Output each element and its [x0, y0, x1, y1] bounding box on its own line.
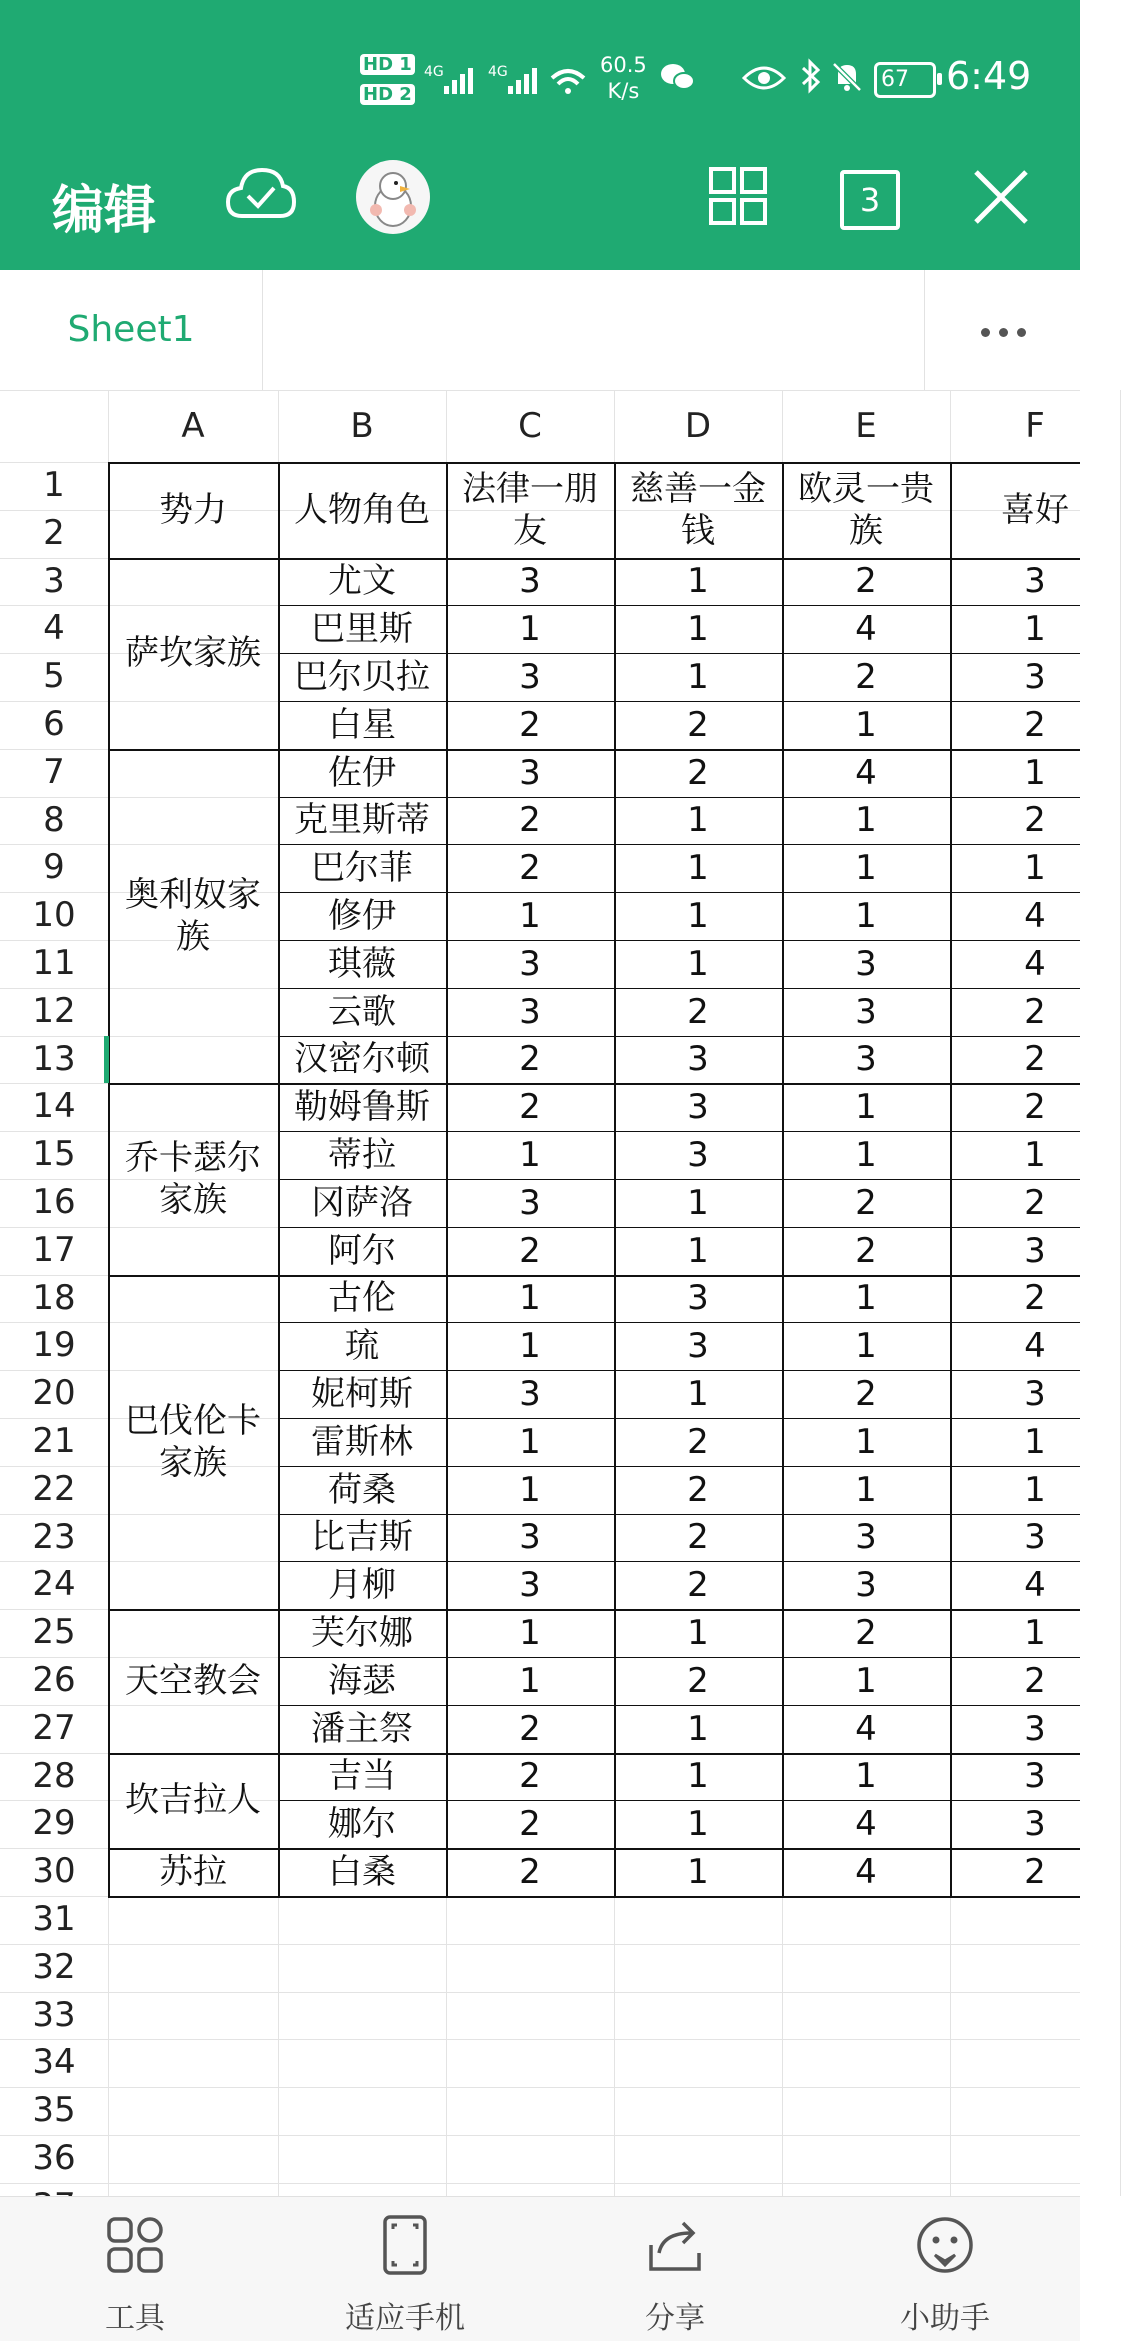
table-border [108, 1083, 1080, 1085]
fit-phone-label: 适应手机 [345, 2301, 465, 2336]
value-cell[interactable]: 2 [687, 1469, 709, 1510]
bluetooth-icon [800, 58, 822, 102]
character-name-cell[interactable]: 蒂拉 [328, 1135, 396, 1176]
sheet-count-button[interactable]: 3 [840, 170, 900, 230]
value-cell[interactable]: 1 [687, 1182, 709, 1223]
value-cell[interactable]: 3 [1024, 1804, 1046, 1845]
table-border [278, 1179, 1080, 1180]
value-cell[interactable]: 1 [519, 1421, 541, 1462]
character-name-cell[interactable]: 阿尔 [328, 1230, 396, 1271]
row-number[interactable]: 13 [32, 1038, 76, 1079]
signal-icon [424, 60, 584, 105]
value-cell[interactable]: 1 [687, 1374, 709, 1415]
tools-icon [105, 2215, 165, 2275]
value-cell[interactable]: 1 [855, 1421, 877, 1462]
table-border [278, 844, 1080, 845]
close-icon[interactable] [972, 168, 1030, 230]
header-cell[interactable]: 人物角色 [294, 489, 430, 530]
value-cell[interactable]: 2 [1024, 1278, 1046, 1319]
value-cell[interactable]: 3 [519, 1374, 541, 1415]
value-cell[interactable]: 3 [687, 1278, 709, 1319]
share-button[interactable] [540, 2197, 810, 2341]
character-name-cell[interactable]: 汉密尔顿 [294, 1039, 430, 1080]
character-name-cell[interactable]: 娜尔 [328, 1804, 396, 1845]
row-number[interactable]: 36 [32, 2138, 76, 2178]
value-cell[interactable]: 3 [855, 1039, 877, 1080]
table-border [278, 1227, 1080, 1228]
value-cell[interactable]: 2 [855, 657, 877, 698]
clock: 6:49 [946, 54, 1032, 98]
net-speed [600, 52, 647, 104]
row-number[interactable]: 21 [32, 1421, 76, 1461]
row-number[interactable]: 11 [32, 943, 76, 983]
value-cell[interactable]: 2 [519, 800, 541, 841]
value-cell[interactable]: 1 [687, 561, 709, 602]
value-cell[interactable]: 1 [519, 1469, 541, 1510]
value-cell[interactable]: 1 [519, 1326, 541, 1367]
cloud-sync-icon[interactable] [224, 164, 298, 228]
net-speed-unit: K/s [607, 79, 640, 103]
value-cell[interactable]: 1 [519, 896, 541, 937]
table-border [108, 462, 110, 1896]
value-cell[interactable]: 3 [1024, 561, 1046, 602]
row-number[interactable]: 14 [32, 1086, 76, 1127]
value-cell[interactable]: 3 [1024, 657, 1046, 698]
spreadsheet-grid[interactable] [0, 390, 1080, 2196]
value-cell[interactable]: 1 [855, 1087, 877, 1128]
value-cell[interactable]: 1 [855, 800, 877, 841]
value-cell[interactable]: 1 [687, 609, 709, 650]
value-cell[interactable]: 2 [855, 1182, 877, 1223]
table-border [108, 558, 1080, 560]
header-cell[interactable]: 法律一朋 友 [462, 468, 598, 551]
battery-level: 67 [881, 67, 909, 92]
value-cell[interactable]: 3 [1024, 1230, 1046, 1271]
table-border [278, 892, 1080, 893]
character-name-cell[interactable]: 修伊 [328, 896, 396, 937]
value-cell[interactable]: 3 [687, 1087, 709, 1128]
character-name-cell[interactable]: 巴尔菲 [311, 848, 413, 889]
character-name-cell[interactable]: 芙尔娜 [311, 1613, 413, 1654]
character-name-cell[interactable]: 白桑 [328, 1852, 396, 1893]
row-number[interactable]: 33 [32, 1994, 76, 2035]
header-cell[interactable]: 慈善一金 钱 [630, 468, 766, 551]
more-options-button[interactable] [924, 270, 1081, 390]
table-border [278, 1561, 1080, 1562]
value-cell[interactable]: 3 [519, 657, 541, 698]
faction-cell[interactable]: 天空教会 [125, 1660, 261, 1701]
value-cell[interactable]: 2 [687, 752, 709, 793]
value-cell[interactable]: 2 [687, 1517, 709, 1558]
selected-row-indicator [104, 1036, 109, 1084]
table-border [278, 797, 1080, 798]
value-cell[interactable]: 2 [1024, 1039, 1046, 1080]
row-number[interactable]: 22 [32, 1468, 76, 1509]
fit-phone-button[interactable] [270, 2197, 540, 2341]
column-header-d[interactable]: D [684, 406, 712, 446]
grid-line [0, 1992, 1080, 1993]
value-cell[interactable]: 2 [855, 1613, 877, 1654]
value-cell[interactable]: 1 [1024, 848, 1046, 889]
value-cell[interactable]: 1 [1024, 752, 1046, 793]
row-number[interactable]: 16 [32, 1182, 76, 1222]
value-cell[interactable]: 4 [1024, 1326, 1046, 1367]
character-name-cell[interactable]: 比吉斯 [311, 1517, 413, 1558]
value-cell[interactable]: 3 [519, 1517, 541, 1558]
character-name-cell[interactable]: 尤文 [328, 561, 396, 602]
bell-muted-icon [830, 60, 864, 98]
value-cell[interactable]: 1 [687, 657, 709, 698]
value-cell[interactable]: 4 [855, 609, 877, 650]
character-name-cell[interactable]: 克里斯蒂 [294, 800, 430, 841]
value-cell[interactable]: 2 [687, 704, 709, 745]
value-cell[interactable]: 3 [519, 561, 541, 602]
table-border [108, 1848, 1080, 1850]
value-cell[interactable]: 3 [687, 1326, 709, 1367]
value-cell[interactable]: 1 [1024, 609, 1046, 650]
row-number[interactable]: 7 [43, 751, 65, 792]
character-name-cell[interactable]: 白星 [328, 704, 396, 745]
value-cell[interactable]: 1 [687, 1230, 709, 1271]
value-cell[interactable]: 1 [1024, 1613, 1046, 1654]
row-number[interactable]: 18 [32, 1277, 76, 1318]
value-cell[interactable]: 1 [1024, 1421, 1046, 1462]
value-cell[interactable]: 1 [519, 1135, 541, 1176]
dot-icon [981, 328, 990, 337]
value-cell[interactable]: 2 [1024, 800, 1046, 841]
row-number[interactable]: 1 [43, 465, 65, 505]
value-cell[interactable]: 3 [1024, 1517, 1046, 1558]
app-toolbar [0, 150, 1080, 270]
column-header-f[interactable]: F [1025, 406, 1045, 446]
value-cell[interactable]: 2 [1024, 1182, 1046, 1223]
row-number[interactable]: 24 [32, 1564, 76, 1605]
character-name-cell[interactable]: 雷斯林 [311, 1421, 413, 1462]
row-number[interactable]: 31 [32, 1899, 76, 1939]
value-cell[interactable]: 2 [519, 704, 541, 745]
value-cell[interactable]: 1 [855, 896, 877, 937]
column-header-e[interactable]: E [855, 406, 877, 446]
avatar[interactable] [356, 160, 430, 234]
row-number[interactable]: 32 [32, 1946, 76, 1987]
table-border [278, 653, 1080, 654]
value-cell[interactable]: 3 [855, 1565, 877, 1606]
dot-icon [1017, 328, 1026, 337]
value-cell[interactable]: 3 [1024, 1374, 1046, 1415]
row-number[interactable]: 26 [32, 1660, 76, 1700]
eye-icon [742, 64, 786, 96]
value-cell[interactable]: 2 [1024, 1660, 1046, 1701]
value-cell[interactable]: 3 [519, 991, 541, 1032]
table-border [108, 462, 1080, 464]
character-name-cell[interactable]: 冈萨洛 [311, 1182, 413, 1223]
value-cell[interactable]: 3 [855, 991, 877, 1032]
value-cell[interactable]: 1 [855, 1326, 877, 1367]
value-cell[interactable]: 1 [519, 1278, 541, 1319]
value-cell[interactable]: 1 [1024, 1135, 1046, 1176]
hd1-badge: HD 1 [360, 54, 415, 75]
grid-view-icon[interactable] [708, 166, 768, 230]
row-number[interactable]: 34 [32, 2042, 76, 2083]
value-cell[interactable]: 2 [687, 1421, 709, 1462]
header-cell[interactable]: 势力 [159, 489, 227, 530]
grid-line [0, 2135, 1080, 2136]
status-bar [0, 0, 1080, 150]
table-border [108, 1896, 1080, 1898]
value-cell[interactable]: 3 [519, 1182, 541, 1223]
value-cell[interactable]: 1 [855, 1756, 877, 1797]
assistant-icon [915, 2215, 975, 2275]
row-number[interactable]: 17 [32, 1229, 76, 1270]
share-icon [645, 2215, 705, 2275]
svg-text:4G: 4G [488, 64, 508, 80]
row-number[interactable]: 23 [32, 1516, 76, 1557]
bottom-toolbar [0, 2196, 1080, 2341]
net-speed-value: 60.5 [600, 53, 647, 77]
table-border [278, 988, 1080, 989]
character-name-cell[interactable]: 巴里斯 [311, 609, 413, 650]
character-name-cell[interactable]: 巴尔贝拉 [294, 657, 430, 698]
grid-line [0, 2183, 1080, 2184]
value-cell[interactable]: 1 [687, 1708, 709, 1749]
grid-line [0, 2087, 1080, 2088]
table-border [278, 1800, 1080, 1801]
column-header-c[interactable]: C [518, 406, 542, 446]
value-cell[interactable]: 3 [519, 943, 541, 984]
table-border [278, 605, 1080, 606]
wechat-icon [660, 62, 696, 96]
fit-screen-icon [375, 2215, 435, 2275]
row-number[interactable]: 28 [32, 1755, 76, 1796]
faction-cell[interactable]: 萨坎家族 [125, 633, 261, 674]
row-number[interactable]: 6 [43, 704, 65, 744]
table-border [108, 1275, 1080, 1277]
value-cell[interactable]: 1 [519, 1660, 541, 1701]
row-number[interactable]: 30 [32, 1851, 76, 1892]
table-border [278, 1657, 1080, 1658]
value-cell[interactable]: 2 [1024, 704, 1046, 745]
character-name-cell[interactable]: 琪薇 [328, 943, 396, 984]
value-cell[interactable]: 2 [1024, 1087, 1046, 1128]
table-border [278, 1370, 1080, 1371]
header-cell[interactable]: 喜好 [1001, 489, 1069, 530]
value-cell[interactable]: 1 [687, 1613, 709, 1654]
value-cell[interactable]: 4 [1024, 1565, 1046, 1606]
value-cell[interactable]: 1 [687, 848, 709, 889]
value-cell[interactable]: 3 [855, 943, 877, 984]
value-cell[interactable]: 3 [1024, 1756, 1046, 1797]
row-number[interactable]: 12 [32, 990, 76, 1031]
character-name-cell[interactable]: 潘主祭 [311, 1708, 413, 1749]
value-cell[interactable]: 2 [855, 1230, 877, 1271]
value-cell[interactable]: 1 [855, 1135, 877, 1176]
value-cell[interactable]: 4 [855, 1852, 877, 1893]
row-number[interactable]: 2 [43, 512, 65, 553]
table-border [278, 1466, 1080, 1467]
table-border [278, 1514, 1080, 1515]
character-name-cell[interactable]: 琉 [345, 1326, 379, 1367]
value-cell[interactable]: 2 [687, 991, 709, 1032]
value-cell[interactable]: 4 [1024, 896, 1046, 937]
value-cell[interactable]: 1 [855, 1278, 877, 1319]
table-border [108, 1753, 1080, 1755]
value-cell[interactable]: 2 [519, 1708, 541, 1749]
value-cell[interactable]: 2 [519, 848, 541, 889]
battery-icon [874, 62, 936, 102]
svg-text:4G: 4G [424, 64, 444, 80]
row-number[interactable]: 20 [32, 1373, 76, 1414]
row-number[interactable]: 29 [32, 1803, 76, 1844]
assistant-label: 小助手 [900, 2301, 990, 2336]
table-border [278, 1418, 1080, 1419]
row-number[interactable]: 27 [32, 1707, 76, 1748]
row-number[interactable]: 15 [32, 1134, 76, 1175]
edit-button[interactable]: 编辑 [52, 181, 157, 241]
table-border [108, 749, 1080, 751]
value-cell[interactable]: 2 [687, 1565, 709, 1606]
character-name-cell[interactable]: 古伦 [328, 1278, 396, 1319]
value-cell[interactable]: 1 [855, 1469, 877, 1510]
tab-sheet1[interactable]: Sheet1 [0, 270, 263, 390]
row-number[interactable]: 25 [32, 1612, 76, 1653]
value-cell[interactable]: 2 [519, 1039, 541, 1080]
value-cell[interactable]: 3 [687, 1135, 709, 1176]
value-cell[interactable]: 2 [687, 1660, 709, 1701]
table-border [108, 1609, 1080, 1611]
value-cell[interactable]: 4 [855, 1804, 877, 1845]
character-name-cell[interactable]: 海瑟 [328, 1660, 396, 1701]
share-label: 分享 [645, 2301, 705, 2336]
header-cell[interactable]: 欧灵一贵 族 [798, 468, 934, 551]
value-cell[interactable]: 4 [855, 752, 877, 793]
character-name-cell[interactable]: 佐伊 [328, 752, 396, 793]
character-name-cell[interactable]: 云歌 [328, 991, 396, 1032]
faction-cell[interactable]: 巴伐伦卡 家族 [125, 1400, 261, 1483]
value-cell[interactable]: 2 [519, 1852, 541, 1893]
table-border [278, 1322, 1080, 1323]
value-cell[interactable]: 3 [519, 1565, 541, 1606]
value-cell[interactable]: 2 [519, 1804, 541, 1845]
table-border [278, 1131, 1080, 1132]
hd-badges [360, 50, 419, 110]
value-cell[interactable]: 1 [1024, 1469, 1046, 1510]
hd2-badge: HD 2 [360, 84, 415, 105]
sheet-tab-bar [0, 270, 1080, 391]
table-border [278, 1705, 1080, 1706]
value-cell[interactable]: 1 [855, 848, 877, 889]
row-number[interactable]: 10 [32, 895, 76, 936]
tools-button[interactable] [0, 2197, 270, 2341]
row-number[interactable]: 4 [43, 608, 65, 649]
value-cell[interactable]: 1 [855, 704, 877, 745]
value-cell[interactable]: 2 [855, 1374, 877, 1415]
row-number[interactable]: 8 [43, 799, 65, 840]
column-header-b[interactable]: B [350, 406, 374, 446]
row-number[interactable]: 5 [43, 656, 65, 697]
faction-cell[interactable]: 苏拉 [159, 1852, 227, 1893]
grid-line [0, 2039, 1080, 2040]
value-cell[interactable]: 1 [687, 1756, 709, 1797]
row-number[interactable]: 19 [32, 1325, 76, 1366]
value-cell[interactable]: 2 [519, 1087, 541, 1128]
column-header-a[interactable]: A [181, 406, 205, 446]
dot-icon [999, 328, 1008, 337]
value-cell[interactable]: 4 [855, 1708, 877, 1749]
value-cell[interactable]: 3 [519, 752, 541, 793]
value-cell[interactable]: 3 [1024, 1708, 1046, 1749]
row-number[interactable]: 3 [43, 560, 65, 601]
tools-label: 工具 [105, 2301, 165, 2336]
value-cell[interactable]: 1 [519, 1613, 541, 1654]
character-name-cell[interactable]: 荷桑 [328, 1469, 396, 1510]
value-cell[interactable]: 1 [855, 1660, 877, 1701]
value-cell[interactable]: 1 [687, 1852, 709, 1893]
value-cell[interactable]: 1 [687, 800, 709, 841]
value-cell[interactable]: 2 [1024, 1852, 1046, 1893]
value-cell[interactable]: 1 [687, 943, 709, 984]
table-border [278, 940, 1080, 941]
value-cell[interactable]: 2 [1024, 991, 1046, 1032]
row-number[interactable]: 35 [32, 2090, 76, 2131]
assistant-button[interactable] [810, 2197, 1080, 2341]
value-cell[interactable]: 2 [855, 561, 877, 602]
value-cell[interactable]: 2 [519, 1756, 541, 1797]
character-name-cell[interactable]: 月柳 [328, 1565, 396, 1606]
value-cell[interactable]: 4 [1024, 943, 1046, 984]
table-border [278, 701, 1080, 702]
grid-line [0, 1944, 1080, 1945]
faction-cell[interactable]: 坎吉拉人 [125, 1780, 261, 1821]
value-cell[interactable]: 1 [519, 609, 541, 650]
value-cell[interactable]: 1 [687, 896, 709, 937]
character-name-cell[interactable]: 吉当 [328, 1756, 396, 1797]
row-number[interactable]: 9 [43, 847, 65, 888]
value-cell[interactable]: 2 [519, 1230, 541, 1271]
value-cell[interactable]: 3 [855, 1517, 877, 1558]
character-name-cell[interactable]: 勒姆鲁斯 [294, 1087, 430, 1128]
table-border [278, 1036, 1080, 1037]
faction-cell[interactable]: 乔卡瑟尔 家族 [125, 1137, 261, 1220]
value-cell[interactable]: 1 [687, 1804, 709, 1845]
faction-cell[interactable]: 奥利奴家 族 [125, 875, 261, 958]
character-name-cell[interactable]: 妮柯斯 [311, 1374, 413, 1415]
value-cell[interactable]: 3 [687, 1039, 709, 1080]
